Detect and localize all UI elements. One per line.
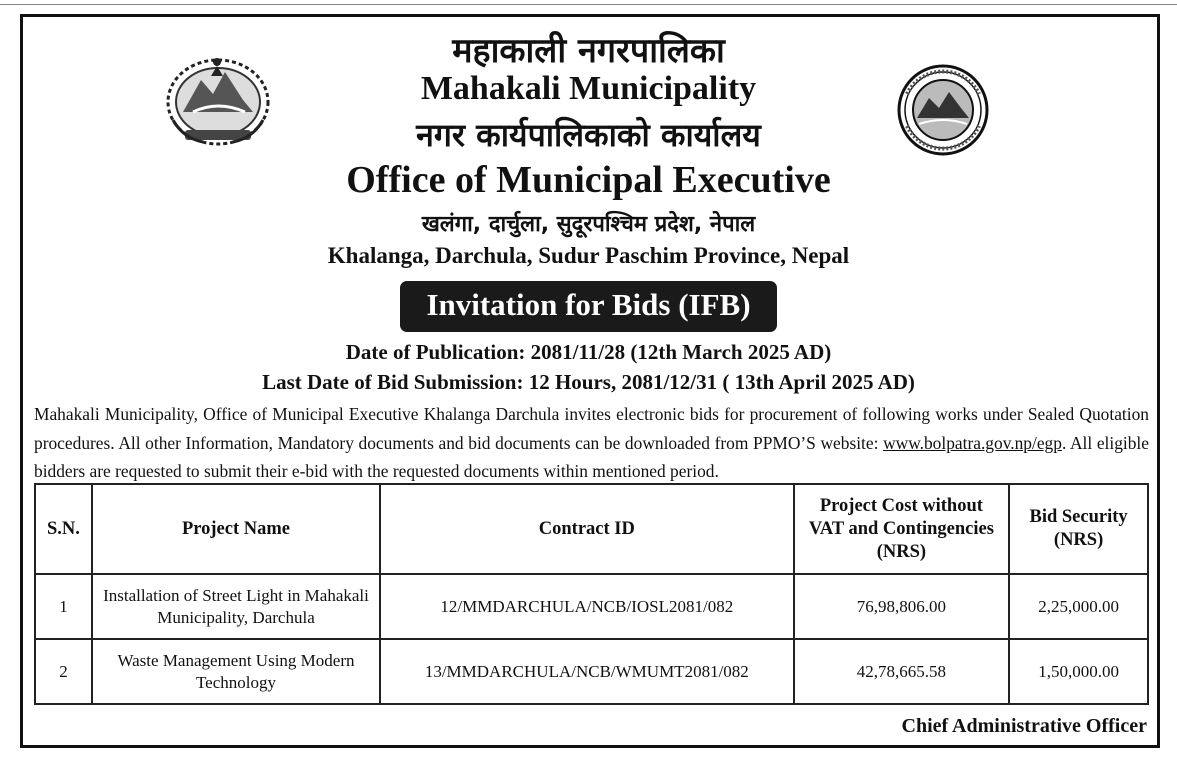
cell-sn: 1 xyxy=(35,574,92,639)
header-project-cost: Project Cost without VAT and Contingencies (NRS) xyxy=(794,484,1010,574)
cell-project-name: Installation of Street Light in Mahakali Municipality, Darchula xyxy=(92,574,380,639)
signatory: Chief Administrative Officer xyxy=(901,715,1147,737)
table-row xyxy=(35,574,1148,639)
header-sn: S.N. xyxy=(35,484,92,574)
ifb-title-wrap xyxy=(0,281,1177,332)
intro-paragraph xyxy=(34,400,1149,486)
ppmo-website-link[interactable]: www.bolpatra.gov.np/egp xyxy=(883,432,1062,453)
top-rule xyxy=(0,4,1177,5)
cell-bid-security: 2,25,000.00 xyxy=(1009,574,1148,639)
cell-project-cost: 42,78,665.58 xyxy=(794,639,1010,704)
cell-contract-id: 12/MMDARCHULA/NCB/IOSL2081/082 xyxy=(380,574,794,639)
cell-project-cost: 76,98,806.00 xyxy=(794,574,1010,639)
ifb-title: Invitation for Bids (IFB) xyxy=(400,281,776,332)
cell-bid-security: 1,50,000.00 xyxy=(1009,639,1148,704)
submission-deadline: Last Date of Bid Submission: 12 Hours, 2081/12/31 ( 13th April 2025 AD) xyxy=(262,370,915,394)
cell-project-name: Waste Management Using Modern Technology xyxy=(92,639,380,704)
cell-contract-id: 13/MMDARCHULA/NCB/WMUMT2081/082 xyxy=(380,639,794,704)
cell-sn: 2 xyxy=(35,639,92,704)
intro-text: Mahakali Municipality, Office of Municipal Executive Khalanga Darchula invites electronic bids for procurement of following works under Sealed Quotation procedures. All other Information, Mandatory documents and bid documents can be downloaded from PPMO’S website: xyxy=(34,404,1149,453)
header-bid-security: Bid Security (NRS) xyxy=(1009,484,1148,574)
table-row xyxy=(35,639,1148,704)
address-english: Khalanga, Darchula, Sudur Paschim Province, Nepal xyxy=(327,243,850,268)
header-contract-id: Contract ID xyxy=(380,484,794,574)
municipality-name-english: Mahakali Municipality xyxy=(420,70,757,107)
office-name-nepali: नगर कार्यपालिकाको कार्यालय xyxy=(416,116,761,154)
address-nepali: खलंगा, दार्चुला, सुदूरपश्चिम प्रदेश, नेपाल xyxy=(421,212,756,237)
table-header-row xyxy=(35,484,1148,574)
office-name-english: Office of Municipal Executive xyxy=(346,159,831,201)
bids-table xyxy=(34,483,1149,705)
intro-text-end: . All eligible bidders are requested to submit their e-bid with the requested documents within mentioned period. xyxy=(34,432,1149,481)
municipality-name-nepali: महाकाली नगरपालिका xyxy=(452,31,725,71)
header-project-name: Project Name xyxy=(92,484,380,574)
publication-date: Date of Publication: 2081/11/28 (12th March 2025 AD) xyxy=(345,340,832,364)
